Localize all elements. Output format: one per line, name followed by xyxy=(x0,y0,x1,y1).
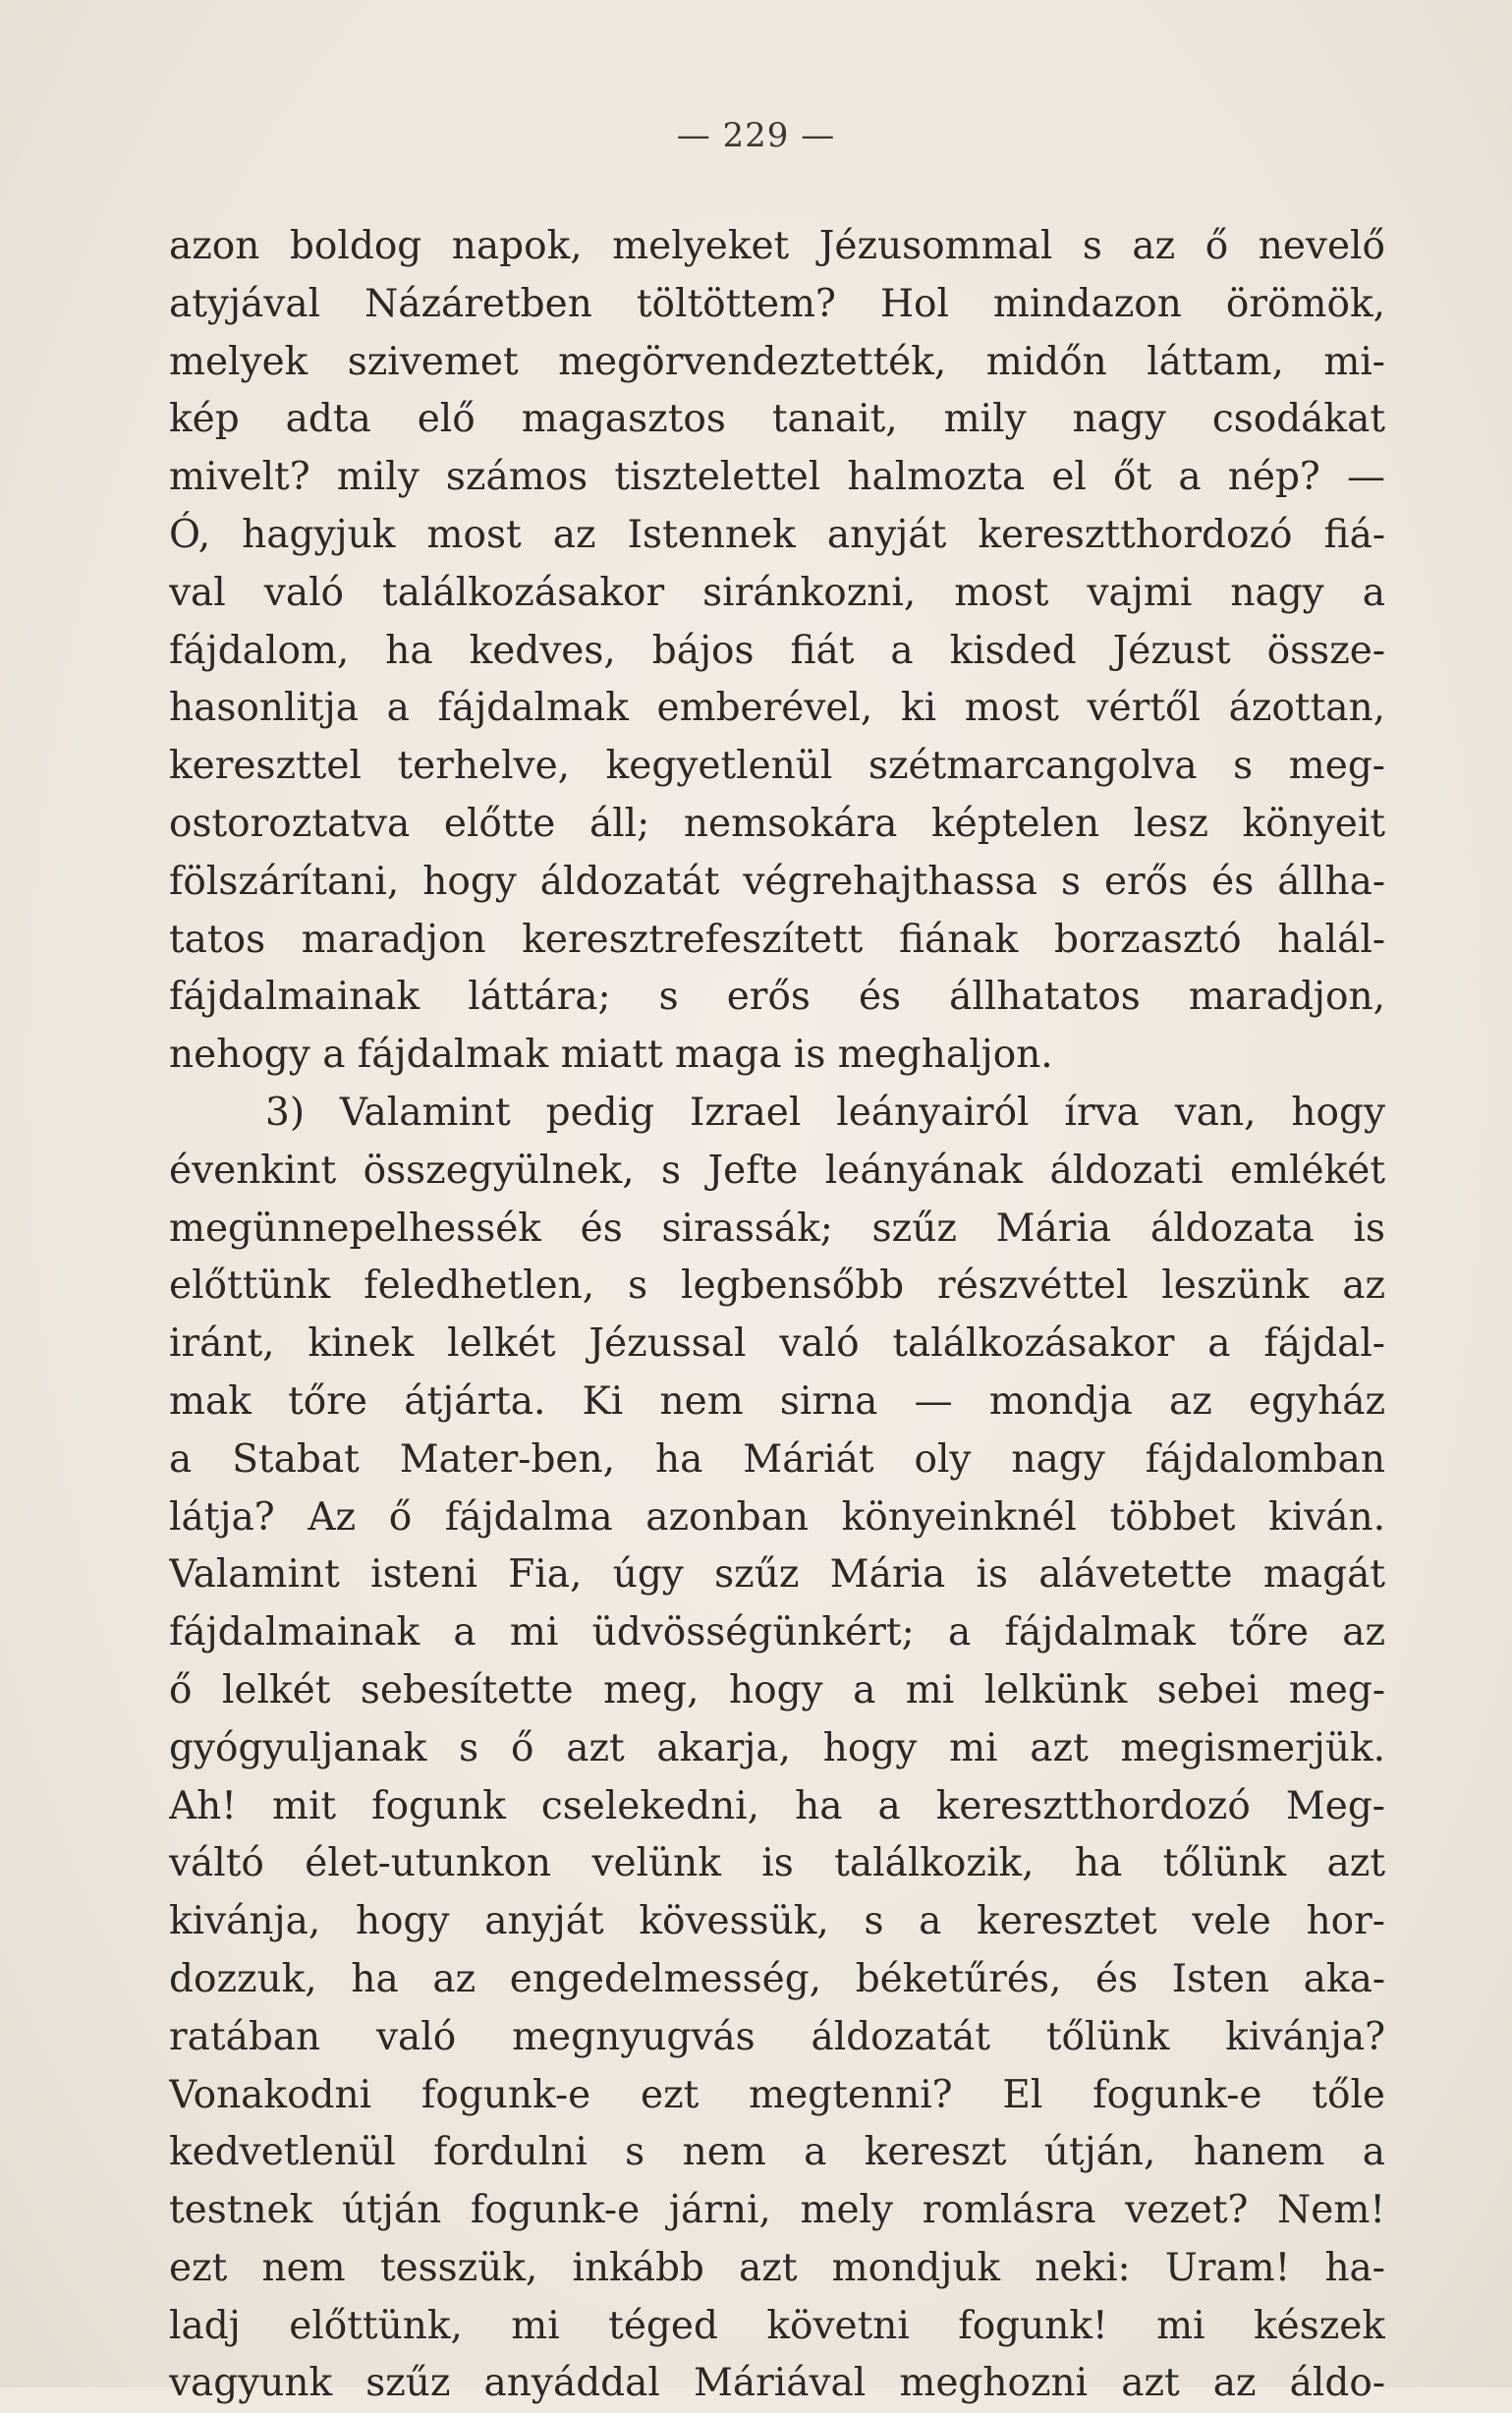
text-line: a Stabat Mater-ben, ha Máriát oly nagy fájdalomban xyxy=(169,1436,1385,1482)
text-line: mivelt? mily számos tisztelettel halmozta el őt a nép? — xyxy=(169,455,1385,500)
text-line: fájdalmainak láttára; s erős és állhatatos maradjon, xyxy=(169,975,1385,1020)
text-line: Valamint isteni Fia, úgy szűz Mária is alávetette magát xyxy=(169,1552,1385,1598)
text-line: kedvetlenül fordulni s nem a kereszt útján, hanem a xyxy=(169,2130,1385,2175)
text-line: megünnepelhessék és sirassák; szűz Mária áldozata is xyxy=(169,1206,1385,1251)
text-line: váltó élet-utunkon velünk is találkozik, ha tőlünk azt xyxy=(169,1841,1385,1886)
text-line: ő lelkét sebesítette meg, hogy a mi lelkünk sebei meg- xyxy=(169,1667,1385,1712)
text-line: ladj előttünk, mi téged követni fogunk! mi készek xyxy=(169,2303,1385,2348)
text-line-paragraph-start: 3) Valamint pedig Izrael leányairól írva van, hogy xyxy=(265,1090,1385,1135)
page-number: — 229 — xyxy=(676,116,836,155)
text-line: ratában való megnyugvás áldozatát tőlünk kivánja? xyxy=(169,2014,1385,2059)
text-line: fölszárítani, hogy áldozatát végrehajthassa s erős és állha- xyxy=(169,859,1385,904)
text-line: Ah! mit fogunk cselekedni, ha a keresztthordozó Meg- xyxy=(169,1783,1385,1828)
text-line: kép adta elő magasztos tanait, mily nagy csodákat xyxy=(169,397,1385,442)
text-line: kereszttel terhelve, kegyetlenül szétmarcangolva s meg- xyxy=(169,744,1385,789)
text-line: látja? Az ő fájdalma azonban könyeinknél többet kiván. xyxy=(169,1494,1385,1540)
text-line: mak tőre átjárta. Ki nem sirna — mondja az egyház xyxy=(169,1378,1385,1424)
text-line: fájdalom, ha kedves, bájos fiát a kisded Jézust össze- xyxy=(169,628,1385,673)
text-line: iránt, kinek lelkét Jézussal való találkozásakor a fájdal- xyxy=(169,1321,1385,1367)
text-line: kivánja, hogy anyját kövessük, s a keresztet vele hor- xyxy=(169,1899,1385,1944)
text-line: előttünk feledhetlen, s legbensőbb részvéttel leszünk az xyxy=(169,1263,1385,1309)
text-line: hasonlitja a fájdalmak emberével, ki most vértől ázottan, xyxy=(169,686,1385,731)
text-line: Ó, hagyjuk most az Istennek anyját keresztthordozó fiá- xyxy=(169,512,1385,557)
text-line: ostoroztatva előtte áll; nemsokára képtelen lesz könyeit xyxy=(169,801,1385,846)
text-line: azon boldog napok, melyeket Jézusommal s az ő nevelő xyxy=(169,224,1385,268)
text-line: ezt nem tesszük, inkább azt mondjuk neki: Uram! ha- xyxy=(169,2245,1385,2290)
text-line: évenkint összegyülnek, s Jefte leányának áldozati emlékét xyxy=(169,1148,1385,1193)
text-line: val való találkozásakor siránkozni, most vajmi nagy a xyxy=(169,570,1385,615)
body-text xyxy=(169,218,1385,2413)
text-line-paragraph-end: nehogy a fájdalmak miatt maga is meghaljon. xyxy=(169,1033,1053,1078)
text-line: Vonakodni fogunk-e ezt megtenni? El fogunk-e tőle xyxy=(169,2072,1385,2117)
text-line: melyek szivemet megörvendeztették, midőn láttam, mi- xyxy=(169,339,1385,384)
text-line: vagyunk szűz anyáddal Máriával meghozni azt az áldo- xyxy=(169,2361,1385,2406)
text-line: dozzuk, ha az engedelmesség, béketűrés, és Isten aka- xyxy=(169,1956,1385,2001)
text-line: atyjával Názáretben töltöttem? Hol mindazon örömök, xyxy=(169,281,1385,326)
text-line: testnek útján fogunk-e járni, mely romlásra vezet? Nem! xyxy=(169,2188,1385,2233)
text-line: tatos maradjon keresztrefeszített fiának borzasztó halál- xyxy=(169,917,1385,962)
text-line: fájdalmainak a mi üdvösségünkért; a fájdalmak tőre az xyxy=(169,1610,1385,1655)
text-line: gyógyuljanak s ő azt akarja, hogy mi azt megismerjük. xyxy=(169,1725,1385,1770)
